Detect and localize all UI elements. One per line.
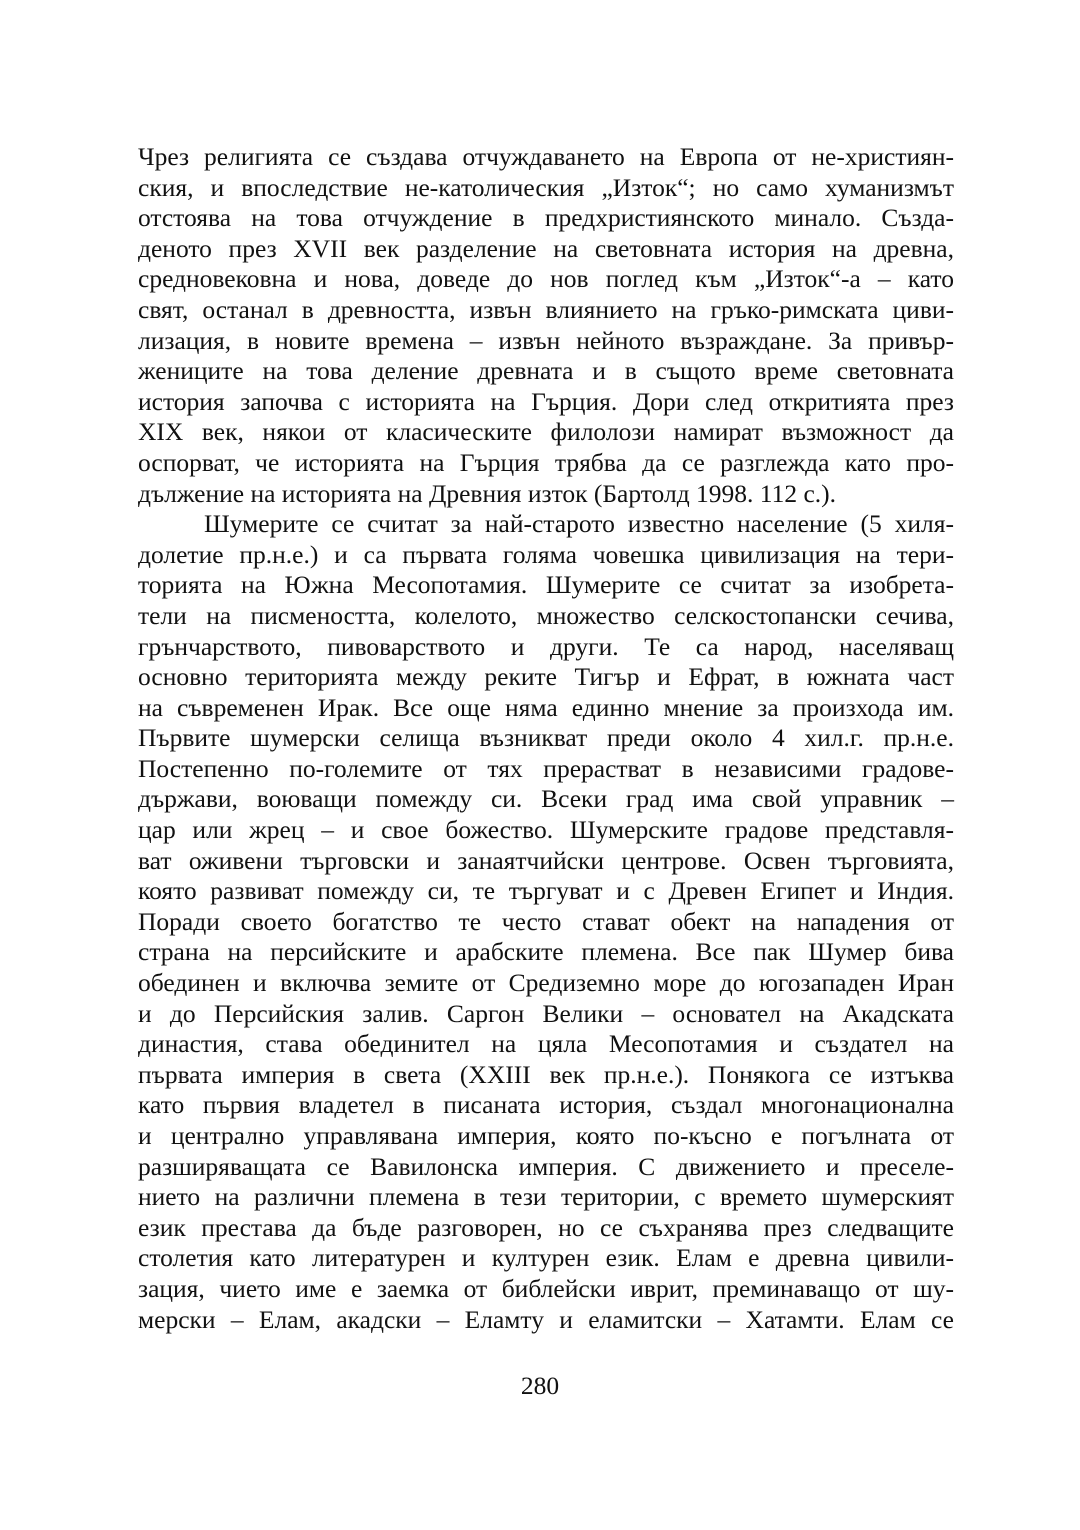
text-line: династия, става обединител на цяла Месопотамия и създател на xyxy=(138,1029,954,1059)
text-line: Първите шумерски селища възникват преди около 4 хил.г. пр.н.е. xyxy=(138,723,954,753)
text-line: отстоява на това отчуждение в предхристиянското минало. Създа- xyxy=(138,203,954,233)
text-line: нието на различни племена в тези територии, с времето шумерският xyxy=(138,1182,954,1212)
text-line: ват оживени търговски и занаятчийски центрове. Освен търговията, xyxy=(138,845,954,875)
text-line: жениците на това деление древната и в същото време световната xyxy=(138,356,954,386)
text-line: лизация, в новите времена – извън нейното възраждане. За привър- xyxy=(138,325,954,355)
text-line: първата империя в света (XXIII век пр.н.е.). Понякога се изтъква xyxy=(138,1059,954,1089)
text-line: като първия владетел в писаната история, създал многонационална xyxy=(138,1090,954,1120)
text-line: Шумерите се считат за най-старото известно население (5 хиля- xyxy=(204,509,954,539)
text-line: и централно управлявана империя, която по-късно е погълната от xyxy=(138,1121,954,1150)
text-line: долетие пр.н.е.) и са първата голяма човешка цивилизация на тери- xyxy=(138,539,954,569)
text-line: страна на персийските и арабските племена. Все пак Шумер бива xyxy=(138,937,954,967)
text-line: разширяващата се Вавилонска империя. С движението и преселе- xyxy=(138,1151,954,1181)
text-line: основно територията между реките Тигър и Ефрат, в южната част xyxy=(138,662,954,692)
text-line: Постепенно по-големите от тях прерастват в независими градове- xyxy=(138,753,954,783)
text-line: обединен и включва земите от Средиземно море до югозападен Иран xyxy=(138,968,954,998)
text-line: средновековна и нова, доведе до нов поглед към „Изток“-а – като xyxy=(138,264,954,294)
text-line: история започва с историята на Гърция. Дори след откритията през xyxy=(138,386,954,416)
text-line: XIX век, някои от класическите филолози намират възможност да xyxy=(138,417,954,447)
text-line: торията на Южна Месопотамия. Шумерите се считат за изобрета- xyxy=(138,570,954,600)
text-line: език престава да бъде разговорен, но се съхранява през следващите xyxy=(138,1212,954,1242)
text-line: оспорват, че историята на Гърция трябва да се разглежда като про- xyxy=(138,447,954,477)
text-line: ския, и впоследствие не-католическия „Изток“; но само хуманизмът xyxy=(138,172,954,202)
text-line: държави, воюващи помежду си. Всеки град има свой управник – xyxy=(138,784,954,814)
text-line: дължение на историята на Древния изток (Бартолд 1998. 112 с.). xyxy=(138,478,837,508)
text-line: и до Персийския залив. Саргон Велики – основател на Акадската xyxy=(138,998,954,1028)
text-line: грънчарството, пивоварството и други. Те са народ, населяващ xyxy=(138,631,954,661)
text-line: зация, чието име е заемка от библейски иврит, преминаващо от шу- xyxy=(138,1273,954,1303)
text-line: цар или жрец – и свое божество. Шумерските градове представля- xyxy=(138,815,954,845)
text-line: която развиват помежду си, те търгуват и с Древен Египет и Индия. xyxy=(138,876,954,906)
text-line: Поради своето богатство те често стават обект на нападения от xyxy=(138,906,954,936)
body-text xyxy=(138,142,954,1335)
text-line: свят, останал в древността, извън влиянието на гръко-римската циви- xyxy=(138,294,954,324)
paragraph-2 xyxy=(138,509,954,1335)
page-number: 280 xyxy=(520,1371,560,1400)
text-line: столетия като литературен и културен език. Елам е древна цивили- xyxy=(138,1243,954,1273)
text-line: деното през XVII век разделение на световната история на древна, xyxy=(138,233,954,263)
paragraph-1 xyxy=(138,142,954,509)
text-line: мерски – Елам, акадски – Еламту и еламитски – Хатамти. Елам се xyxy=(138,1304,954,1334)
text-line: на съвременен Ирак. Все още няма единно мнение за произхода им. xyxy=(138,692,954,722)
text-line: тели на писмеността, колелото, множество селскостопански сечива, xyxy=(138,600,954,630)
text-line: Чрез религията се създава отчуждаването на Европа от не-християн- xyxy=(138,142,954,171)
